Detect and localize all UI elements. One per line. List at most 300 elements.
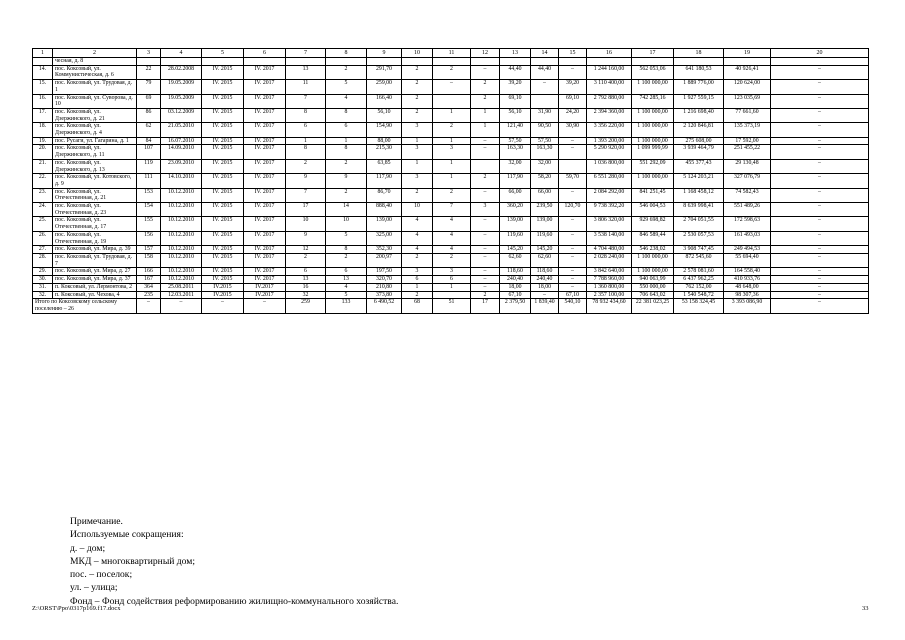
table-cell: IV. 2015	[202, 137, 244, 145]
table-cell: 2 530 057,53	[674, 231, 724, 245]
table-cell: 1 540 548,72	[674, 291, 724, 299]
total-cell: 540,10	[559, 299, 587, 313]
table-cell: 2 357 100,00	[587, 291, 632, 299]
table-cell	[137, 58, 161, 66]
table-cell: 4	[326, 94, 367, 108]
table-cell: 22	[137, 65, 161, 79]
table-cell: 77 661,60	[724, 108, 771, 122]
table-cell: 13	[286, 65, 326, 79]
table-cell: 69	[137, 94, 161, 108]
table-cell: 2	[471, 94, 500, 108]
table-cell: –	[771, 145, 869, 159]
table-cell: IV. 2015	[202, 217, 244, 231]
table-cell: 10	[326, 217, 367, 231]
table-cell: –	[559, 276, 587, 284]
table-row	[33, 283, 869, 291]
table-cell: 8	[326, 108, 367, 122]
table-cell: –	[771, 94, 869, 108]
table-cell: 2	[402, 80, 433, 94]
total-cell: 22 381 023,25	[632, 299, 674, 313]
table-cell: 4	[402, 217, 433, 231]
table-cell: 28.	[33, 253, 53, 267]
column-number-cell: 2	[53, 49, 137, 58]
table-cell: 14	[326, 203, 367, 217]
table-cell: 10	[402, 203, 433, 217]
total-cell: 78 932 434,60	[587, 299, 632, 313]
address-cell: пос. Коксовый, ул. Суворова, д. 10	[53, 94, 137, 108]
table-cell: 551 489,26	[724, 203, 771, 217]
column-number-cell: 4	[161, 49, 202, 58]
table-cell: IV. 2017	[244, 123, 286, 137]
table-cell: 69,10	[500, 94, 531, 108]
table-cell: 03.12.2009	[161, 108, 202, 122]
table-cell: –	[471, 145, 500, 159]
table-cell: 18.	[33, 123, 53, 137]
address-cell: пос. Коксовый, ул. Коммунистическая, д. 6	[53, 65, 137, 79]
table-cell: 8	[326, 246, 367, 254]
table-cell: 4 704 480,00	[587, 246, 632, 254]
table-cell: 2	[471, 80, 500, 94]
total-cell: 68	[402, 299, 433, 313]
table-cell: 2 120 846,81	[674, 123, 724, 137]
table-cell: 119,60	[531, 231, 559, 245]
note-line: МКД – многоквартирный дом;	[70, 555, 196, 567]
table-cell: 3 939 464,79	[674, 145, 724, 159]
table-cell: –	[559, 231, 587, 245]
table-row	[33, 217, 869, 231]
table-cell: 156	[137, 231, 161, 245]
table-cell	[771, 58, 869, 66]
table-cell: 2	[402, 108, 433, 122]
table-cell: –	[771, 137, 869, 145]
column-number-cell: 6	[244, 49, 286, 58]
column-number-cell: 13	[500, 49, 531, 58]
total-cell: –	[161, 299, 202, 313]
table-row	[33, 145, 869, 159]
table-cell: 1	[471, 123, 500, 137]
table-cell: 235	[137, 291, 161, 299]
table-cell: IV. 2015	[202, 231, 244, 245]
table-cell: 3 538 140,00	[587, 231, 632, 245]
table-cell: 10.12.2010	[161, 246, 202, 254]
table-cell: 139,00	[500, 217, 531, 231]
table-cell: 154,90	[367, 123, 402, 137]
table-cell: 3	[402, 174, 433, 188]
table-cell: 762 152,00	[674, 283, 724, 291]
table-cell: –	[471, 65, 500, 79]
table-row	[33, 203, 869, 217]
table-cell: 7	[286, 188, 326, 202]
table-cell: 120 624,00	[724, 80, 771, 94]
table-cell: –	[771, 253, 869, 267]
table-cell: –	[771, 203, 869, 217]
address-cell: пос. Коксовый, ул. Дзержинского, д. 21	[53, 108, 137, 122]
table-cell: 39,20	[559, 80, 587, 94]
table-cell: 929 698,82	[632, 217, 674, 231]
address-cell: пос. Коксовый, ул. Отечественная, д. 21	[53, 188, 137, 202]
table-cell: 153	[137, 188, 161, 202]
table-cell: 1 393 200,00	[587, 137, 632, 145]
table-cell: 18,00	[500, 283, 531, 291]
table-cell: 215,30	[367, 145, 402, 159]
table-row	[33, 268, 869, 276]
address-cell: пос. Коксовый, ул. Трудовая, д. 7	[53, 253, 137, 267]
table-cell: 10.12.2010	[161, 217, 202, 231]
table-cell: 2	[402, 188, 433, 202]
table-cell: 10.12.2010	[161, 268, 202, 276]
table-cell: 2 578 081,60	[674, 268, 724, 276]
table-cell: –	[531, 291, 559, 299]
table-cell: 16	[286, 283, 326, 291]
table-cell: 4	[433, 231, 471, 245]
column-number-cell: 11	[433, 49, 471, 58]
table-cell: 31.	[33, 283, 53, 291]
table-cell: 1	[326, 137, 367, 145]
table-cell: –	[471, 283, 500, 291]
table-row	[33, 65, 869, 79]
table-cell: 155	[137, 217, 161, 231]
table-row	[33, 137, 869, 145]
table-cell: 325,00	[367, 231, 402, 245]
total-cell: 3 393 086,90	[724, 299, 771, 313]
table-cell: 9	[286, 231, 326, 245]
housing-register-table	[32, 48, 868, 314]
table-cell: IV. 2015	[202, 246, 244, 254]
table-cell: 117,90	[367, 174, 402, 188]
column-number-cell: 20	[771, 49, 869, 58]
table-cell: IV. 2017	[244, 108, 286, 122]
table-cell: 32.	[33, 291, 53, 299]
total-cell: 17	[471, 299, 500, 313]
table-cell: IV. 2017	[244, 137, 286, 145]
note-line: д. – дом;	[70, 542, 106, 554]
table-cell: IV. 2015	[202, 276, 244, 284]
column-number-cell: 8	[326, 49, 367, 58]
note-line: пос. – поселок;	[70, 569, 133, 581]
address-cell: пос. Коксовый, ул. Трудовая, д. 1	[53, 80, 137, 94]
table-cell: 1 100 000,00	[632, 123, 674, 137]
table-cell: –	[471, 276, 500, 284]
total-cell: 259	[286, 299, 326, 313]
table-cell: –	[771, 123, 869, 137]
table-cell: IV. 2017	[244, 276, 286, 284]
table-row	[33, 174, 869, 188]
table-cell: 3	[402, 145, 433, 159]
table-cell: 373,80	[367, 291, 402, 299]
total-row	[33, 299, 869, 313]
table-cell: 57,50	[500, 137, 531, 145]
table-cell: 8	[326, 145, 367, 159]
table-cell: 14.10.2010	[161, 174, 202, 188]
table-cell: –	[559, 253, 587, 267]
table-cell: 5	[326, 80, 367, 94]
column-number-cell: 17	[632, 49, 674, 58]
table-cell: IV. 2017	[244, 145, 286, 159]
table-row	[33, 108, 869, 122]
note-line: Фонд – Фонд содействия реформированию жилищно-коммунального хозяйства.	[70, 595, 399, 607]
address-cell: пос. Коксовый, ул. Отечественная, д. 19	[53, 231, 137, 245]
column-number-cell: 19	[724, 49, 771, 58]
table-cell	[433, 58, 471, 66]
table-cell: 10.12.2010	[161, 203, 202, 217]
table-cell: IV.2017	[244, 291, 286, 299]
address-cell: пос. Коксовый, ул. Котовского, д. 9	[53, 174, 137, 188]
page-number: 33	[862, 605, 869, 612]
table-cell: –	[559, 137, 587, 145]
table-cell: 1 100 000,00	[632, 80, 674, 94]
table-cell: 4	[402, 246, 433, 254]
table-cell: 161 493,03	[724, 231, 771, 245]
table-cell: 1 216 698,40	[674, 108, 724, 122]
table-cell: 8 639 998,41	[674, 203, 724, 217]
table-cell: –	[559, 246, 587, 254]
table-cell: 40 926,41	[724, 65, 771, 79]
table-cell: 24,20	[559, 108, 587, 122]
address-cell: пос. Коксовый, ул. Дзержинского, д. 13	[53, 159, 137, 173]
table-cell	[286, 58, 326, 66]
table-cell: 10.12.2010	[161, 188, 202, 202]
table-cell: 546 238,02	[632, 246, 674, 254]
table-cell: IV. 2017	[244, 203, 286, 217]
table-cell: 62,60	[500, 253, 531, 267]
table-cell: 9	[326, 174, 367, 188]
table-row	[33, 276, 869, 284]
table-row	[33, 291, 869, 299]
table-cell: 62,60	[531, 253, 559, 267]
table-cell: IV. 2015	[202, 123, 244, 137]
table-cell: 1 100 000,00	[632, 108, 674, 122]
table-cell: 145,20	[500, 246, 531, 254]
table-cell: 135 373,19	[724, 123, 771, 137]
table-cell: 63,85	[367, 159, 402, 173]
table-cell: 14.09.2010	[161, 145, 202, 159]
table-cell: 69,10	[559, 94, 587, 108]
column-number-cell: 3	[137, 49, 161, 58]
table-cell: 200,97	[367, 253, 402, 267]
table-cell: 31,90	[531, 108, 559, 122]
table-cell: IV. 2015	[202, 253, 244, 267]
table-cell: 1	[402, 159, 433, 173]
total-cell: 53 158 324,45	[674, 299, 724, 313]
table-cell: 86	[137, 108, 161, 122]
table-cell: 251 455,22	[724, 145, 771, 159]
table-cell: 139,00	[531, 217, 559, 231]
table-cell: 249 494,53	[724, 246, 771, 254]
table-cell: 1 100 000,00	[632, 253, 674, 267]
total-cell: 133	[326, 299, 367, 313]
table-cell: 145,20	[531, 246, 559, 254]
total-cell: –	[244, 299, 286, 313]
table-cell: 7	[433, 203, 471, 217]
table-cell: 3 356 220,00	[587, 123, 632, 137]
table-cell: –	[771, 174, 869, 188]
table-cell: 24.	[33, 203, 53, 217]
table-cell: 29 130,48	[724, 159, 771, 173]
table-cell: –	[771, 217, 869, 231]
table-cell: –	[771, 159, 869, 173]
table-cell	[244, 58, 286, 66]
table-cell: 56,10	[500, 108, 531, 122]
table-cell: 6	[286, 268, 326, 276]
table-cell: 117,90	[500, 174, 531, 188]
table-cell: –	[771, 188, 869, 202]
table-cell: 59,70	[559, 174, 587, 188]
table-cell: 4	[326, 283, 367, 291]
table-cell: 26.	[33, 231, 53, 245]
table-cell: IV. 2015	[202, 108, 244, 122]
footer-file-path: Z:\ORST\Ppo\0317p169.f17.docx	[32, 605, 121, 612]
table-cell: 139,00	[367, 217, 402, 231]
address-cell: п. Коксовый, ул. Лермонтова, 2	[53, 283, 137, 291]
table-cell: 846 589,44	[632, 231, 674, 245]
table-cell: 259,00	[367, 80, 402, 94]
table-cell: 1	[433, 159, 471, 173]
table-cell: 167	[137, 276, 161, 284]
table-cell: 2	[433, 123, 471, 137]
table-cell: 2	[326, 65, 367, 79]
table-cell: 27.	[33, 246, 53, 254]
note-block	[70, 515, 398, 608]
table-cell: 1	[433, 137, 471, 145]
address-cell: п. Коксовый, ул. Чехова, 4	[53, 291, 137, 299]
column-number-cell: 1	[33, 49, 53, 58]
table-cell: 66,00	[531, 188, 559, 202]
table-row	[33, 246, 869, 254]
table-cell: 2	[402, 291, 433, 299]
table-cell: IV. 2017	[244, 217, 286, 231]
column-number-cell: 14	[531, 49, 559, 58]
table-cell: 14.	[33, 65, 53, 79]
table-cell: 1 099 999,99	[632, 145, 674, 159]
column-number-cell: 12	[471, 49, 500, 58]
table-cell: 10.12.2010	[161, 276, 202, 284]
table-cell: 2	[402, 94, 433, 108]
table-cell: IV. 2015	[202, 188, 244, 202]
table-cell: –	[771, 80, 869, 94]
table-cell: IV. 2017	[244, 159, 286, 173]
table-cell: –	[433, 80, 471, 94]
table-cell: IV. 2017	[244, 94, 286, 108]
table-cell: 1 100 000,00	[632, 268, 674, 276]
table-cell: 32,00	[500, 159, 531, 173]
table-cell: IV. 2017	[244, 253, 286, 267]
table-cell: 364	[137, 283, 161, 291]
table-cell: 19.05.2009	[161, 80, 202, 94]
table-cell: 67,10	[500, 291, 531, 299]
total-cell: 51	[433, 299, 471, 313]
table-cell: 1 168 458,12	[674, 188, 724, 202]
table-cell: 3 110 400,00	[587, 80, 632, 94]
table-cell	[433, 291, 471, 299]
table-cell: 98 307,36	[724, 291, 771, 299]
table-cell: –	[471, 217, 500, 231]
table-cell: 25.	[33, 217, 53, 231]
table-cell: 210,80	[367, 283, 402, 291]
table-cell: –	[771, 291, 869, 299]
table-cell: 2 792 880,00	[587, 94, 632, 108]
table-cell: 239,50	[531, 203, 559, 217]
table-cell: 157	[137, 246, 161, 254]
table-cell: 240,40	[500, 276, 531, 284]
table-cell: 57,50	[531, 137, 559, 145]
table-cell: 13	[286, 276, 326, 284]
table-cell: 55 694,40	[724, 253, 771, 267]
total-label-cell: Итого по Коксовскому сельскому поселению – 26	[33, 299, 137, 313]
table-cell: –	[771, 108, 869, 122]
table-cell: 56,10	[367, 108, 402, 122]
table-cell: 8	[286, 108, 326, 122]
table-cell: 121,40	[500, 123, 531, 137]
table-cell: 2 028 240,00	[587, 253, 632, 267]
table-cell: 1 889 776,00	[674, 80, 724, 94]
table-cell: 79	[137, 80, 161, 94]
table-row	[33, 58, 869, 66]
table-cell	[531, 94, 559, 108]
table-cell: 4	[402, 231, 433, 245]
table-cell: 2	[326, 253, 367, 267]
table-cell: –	[471, 246, 500, 254]
table-cell: IV. 2015	[202, 65, 244, 79]
table-cell: 158	[137, 253, 161, 267]
table-cell: 1 927 559,15	[674, 94, 724, 108]
address-cell: пос. Русаги, ул. Гагарина, д. 1	[53, 137, 137, 145]
table-cell	[367, 58, 402, 66]
address-cell: пос. Коксовый, ул. Мира, д. 37	[53, 276, 137, 284]
table-cell: 1 244 160,00	[587, 65, 632, 79]
table-cell: 6	[286, 123, 326, 137]
table-cell: 2	[286, 253, 326, 267]
table-cell: –	[559, 217, 587, 231]
table-cell: 940 063,99	[632, 276, 674, 284]
table-cell: 16.	[33, 94, 53, 108]
table-cell: 163,30	[500, 145, 531, 159]
table-cell: 44,40	[531, 65, 559, 79]
table-cell: 84	[137, 137, 161, 145]
table-cell: –	[559, 145, 587, 159]
table-cell: IV. 2017	[244, 231, 286, 245]
table-cell: 546 004,53	[632, 203, 674, 217]
table-cell: 6	[326, 123, 367, 137]
table-cell: 2	[471, 291, 500, 299]
table-cell	[433, 94, 471, 108]
table-cell: 5 124 203,21	[674, 174, 724, 188]
column-number-cell: 18	[674, 49, 724, 58]
table-cell: 166,40	[367, 94, 402, 108]
address-cell: пос. Коксовый, ул. Дзержинского, д. 11	[53, 145, 137, 159]
table-cell: 48 648,00	[724, 283, 771, 291]
table-cell: 16.07.2010	[161, 137, 202, 145]
table-cell: 119	[137, 159, 161, 173]
table-cell: 39,20	[500, 80, 531, 94]
table-cell: 5 290 920,00	[587, 145, 632, 159]
table-cell: 2	[433, 188, 471, 202]
table-cell: 6	[402, 276, 433, 284]
table-cell: IV. 2017	[244, 246, 286, 254]
table-cell: 22.	[33, 174, 53, 188]
table-cell: –	[471, 188, 500, 202]
table-cell: IV. 2017	[244, 174, 286, 188]
table-cell: 6	[326, 268, 367, 276]
table-cell: 327 076,79	[724, 174, 771, 188]
total-cell: –	[202, 299, 244, 313]
table-cell: 23.	[33, 188, 53, 202]
table-cell: 360,20	[500, 203, 531, 217]
table-row	[33, 188, 869, 202]
column-number-cell: 9	[367, 49, 402, 58]
table-cell: 17	[286, 203, 326, 217]
table-cell: 86,70	[367, 188, 402, 202]
table-cell: IV. 2015	[202, 268, 244, 276]
